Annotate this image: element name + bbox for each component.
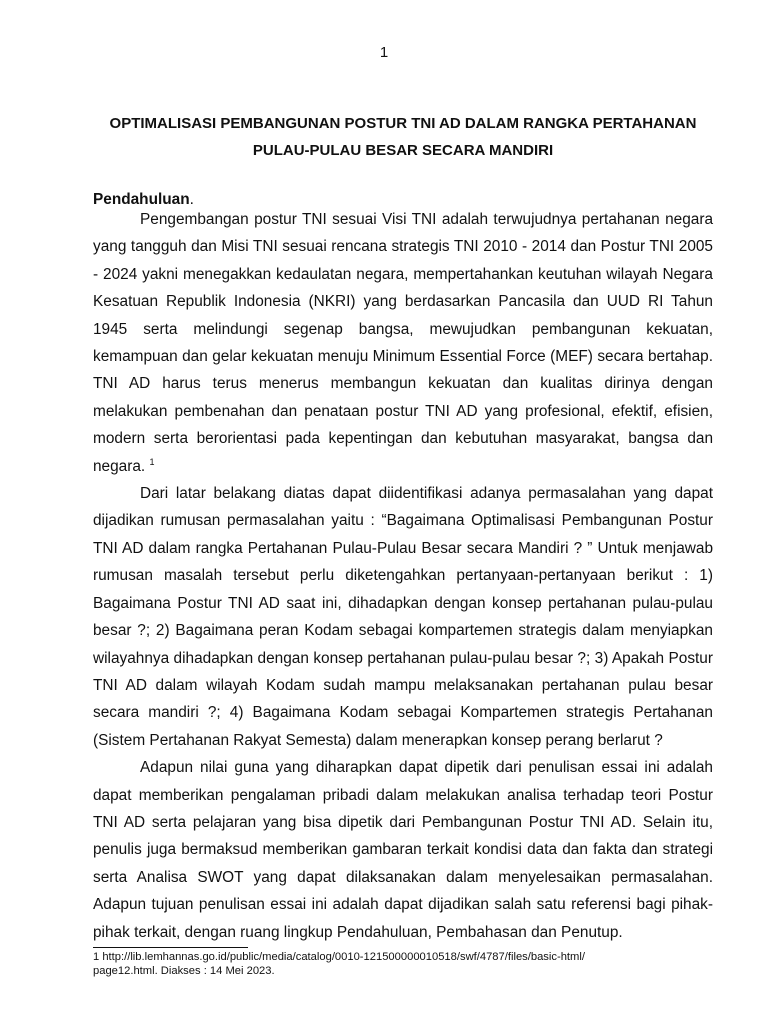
paragraph-1-text: Pengembangan postur TNI sesuai Visi TNI adalah terwujudnya pertahanan negara yang tangguh dan Misi TNI sesuai rencana strategis TNI 2010 - 2014 dan Postur TNI 2005 - 2024 yakni menegakkan kedaulatan negara, mempertahankan keutuhan wilayah Negara Kesatuan Republik Indonesia (NKRI) yang berdasarkan Pancasila dan UUD RI Tahun 1945 serta melindungi segenap bangsa, mewujudkan pembangunan kekuatan, kemampuan dan gelar kekuatan menuju Minimum Essential Force (MEF) secara bertahap. TNI AD harus terus menerus membangun kekuatan dan kualitas dirinya dengan melakukan pembenahan dan penataan postur TNI AD yang profesional, efektif, efisien, modern serta berorientasi pada kepentingan dan kebutuhan masyarakat, bangsa dan negara.	[93, 211, 713, 475]
title-line-1: OPTIMALISASI PEMBANGUNAN POSTUR TNI AD DALAM RANGKA PERTAHANAN	[109, 115, 697, 132]
section-heading-text: Pendahuluan	[93, 191, 190, 208]
footnote-separator	[93, 947, 248, 948]
footnote-line-1: 1 http://lib.lemhannas.go.id/public/media/catalog/0010-121500000010518/swf/4787/files/basic-html/	[93, 951, 585, 963]
section-heading-suffix: .	[189, 191, 194, 208]
paragraph-1	[93, 206, 713, 480]
footnote	[93, 951, 713, 978]
document-title	[93, 110, 713, 164]
page-number: 1	[379, 44, 389, 61]
footnote-line-2: page12.html. Diakses : 14 Mei 2023.	[93, 964, 275, 977]
title-line-2: PULAU-PULAU BESAR SECARA MANDIRI	[252, 142, 554, 159]
document-body	[93, 206, 713, 946]
footnote-ref: 1	[149, 456, 155, 467]
paragraph-2: Dari latar belakang diatas dapat diidentifikasi adanya permasalahan yang dapat dijadikan rumusan permasalahan yaitu : “Bagaimana Optimalisasi Pembangunan Postur TNI AD dalam rangka Pertahanan Pulau-Pulau Besar secara Mandiri ? ” Untuk menjawab rumusan masalah tersebut perlu diketengahkan pertanyaan-pertanyaan berikut : 1) Bagaimana Postur TNI AD saat ini, dihadapkan dengan konsep pertahanan pulau-pulau besar ?; 2) Bagaimana peran Kodam sebagai kompartemen strategis dalam menyiapkan wilayahnya dihadapkan dengan konsep pertahanan pulau-pulau besar ?; 3) Apakah Postur TNI AD dalam wilayah Kodam sudah mampu melaksanakan pertahanan pulau besar secara mandiri ?; 4) Bagaimana Kodam sebagai Kompartemen strategis Pertahanan (Sistem Pertahanan Rakyat Semesta) dalam menerapkan konsep perang berlarut ?	[93, 485, 713, 749]
paragraph-3: Adapun nilai guna yang diharapkan dapat dipetik dari penulisan essai ini adalah dapat memberikan pengalaman pribadi dalam melakukan analisa terhadap teori Postur TNI AD serta pelajaran yang bisa dipetik dari Pembangunan Postur TNI AD. Selain itu, penulis juga bermaksud memberikan gambaran terkait kondisi data dan fakta dan strategi serta Analisa SWOT yang dapat dilaksanakan dalam menyelesaikan permasalahan. Adapun tujuan penulisan essai ini adalah dapat dijadikan salah satu referensi bagi pihak-pihak terkait, dengan ruang lingkup Pendahuluan, Pembahasan dan Penutup.	[93, 759, 713, 941]
